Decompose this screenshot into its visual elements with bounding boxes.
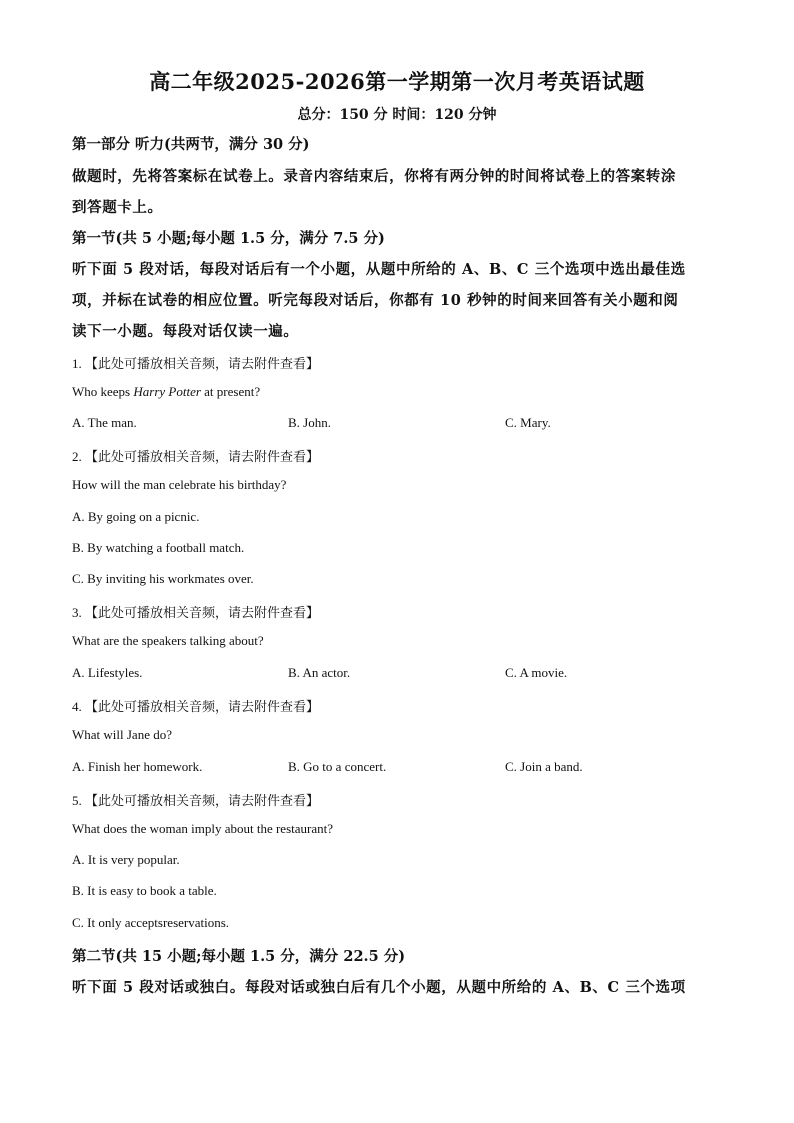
section1-instruction-line1: 听下面 5 段对话，每段对话后有一个小题，从题中所给的 A、B、C 三个选项中选出最佳选 — [72, 261, 686, 278]
part1-heading: 第一部分 听力(共两节，满分 30 分) — [72, 136, 310, 153]
question-3-stem: What are the speakers talking about? — [72, 633, 264, 648]
question-1-stem — [72, 384, 260, 400]
question-4-audio-note[interactable] — [72, 696, 319, 715]
question-5-option-a[interactable]: A. It is very popular. — [72, 852, 180, 867]
question-3-audio-note[interactable] — [72, 602, 319, 621]
question-5-option-b[interactable]: B. It is easy to book a table. — [72, 883, 217, 898]
audio-note: 【此处可播放相关音频，请去附件查看】 — [85, 449, 320, 464]
question-2-audio-note[interactable] — [72, 446, 319, 465]
question-number: 5. — [72, 793, 82, 808]
question-2-stem: How will the man celebrate his birthday? — [72, 477, 287, 492]
question-number: 2. — [72, 449, 82, 464]
question-3-option-a[interactable]: A. Lifestyles. — [72, 665, 143, 680]
section1-instruction-line2: 项，并标在试卷的相应位置。听完每段对话后，你都有 10 秒钟的时间来回答有关小题和阅 — [72, 292, 679, 309]
part1-instruction-line1: 做题时，先将答案标在试卷上。录音内容结束后，你将有两分钟的时间将试卷上的答案转涂 — [72, 168, 676, 185]
section1-heading: 第一节(共 5 小题;每小题 1.5 分，满分 7.5 分) — [72, 230, 385, 247]
stem-text: at present? — [200, 384, 261, 399]
question-2-option-b[interactable]: B. By watching a football match. — [72, 540, 245, 555]
section2-instruction-line1: 听下面 5 段对话或独白。每段对话或独白后有几个小题，从题中所给的 A、B、C 三个选项 — [72, 979, 686, 996]
audio-note: 【此处可播放相关音频，请去附件查看】 — [85, 793, 320, 808]
part1-instruction-line2: 到答题卡上。 — [72, 199, 163, 216]
question-5-stem: What does the woman imply about the restaurant? — [72, 821, 334, 836]
audio-note: 【此处可播放相关音频，请去附件查看】 — [85, 356, 320, 371]
audio-note: 【此处可播放相关音频，请去附件查看】 — [85, 605, 320, 620]
question-1-audio-note[interactable] — [72, 353, 319, 372]
question-3-option-c[interactable]: C. A movie. — [505, 665, 568, 680]
question-number: 3. — [72, 605, 82, 620]
exam-title: 高二年级2025-2026第一学期第一次月考英语试题 — [149, 69, 645, 94]
question-5-audio-note[interactable] — [72, 790, 319, 809]
question-4-option-c[interactable]: C. Join a band. — [505, 759, 583, 774]
question-4-option-a[interactable]: A. Finish her homework. — [72, 759, 203, 774]
question-5-option-c[interactable]: C. It only acceptsreservations. — [72, 915, 230, 930]
stem-text: Who keeps — [72, 384, 134, 399]
book-title: Harry Potter — [133, 384, 201, 399]
section1-instruction-line3: 读下一小题。每段对话仅读一遍。 — [72, 323, 299, 340]
question-1-option-a[interactable]: A. The man. — [72, 415, 137, 430]
question-4-option-b[interactable]: B. Go to a concert. — [288, 759, 387, 774]
question-number: 4. — [72, 699, 82, 714]
question-2-option-a[interactable]: A. By going on a picnic. — [72, 509, 200, 524]
exam-subtitle: 总分：150 分 时间：120 分钟 — [297, 107, 497, 123]
question-1-option-b[interactable]: B. John. — [288, 415, 331, 430]
audio-note: 【此处可播放相关音频，请去附件查看】 — [85, 699, 320, 714]
question-number: 1. — [72, 356, 82, 371]
question-2-option-c[interactable]: C. By inviting his workmates over. — [72, 571, 254, 586]
question-1-option-c[interactable]: C. Mary. — [505, 415, 551, 430]
question-4-stem: What will Jane do? — [72, 727, 172, 742]
question-3-option-b[interactable]: B. An actor. — [288, 665, 351, 680]
section2-heading: 第二节(共 15 小题;每小题 1.5 分，满分 22.5 分) — [72, 948, 406, 965]
